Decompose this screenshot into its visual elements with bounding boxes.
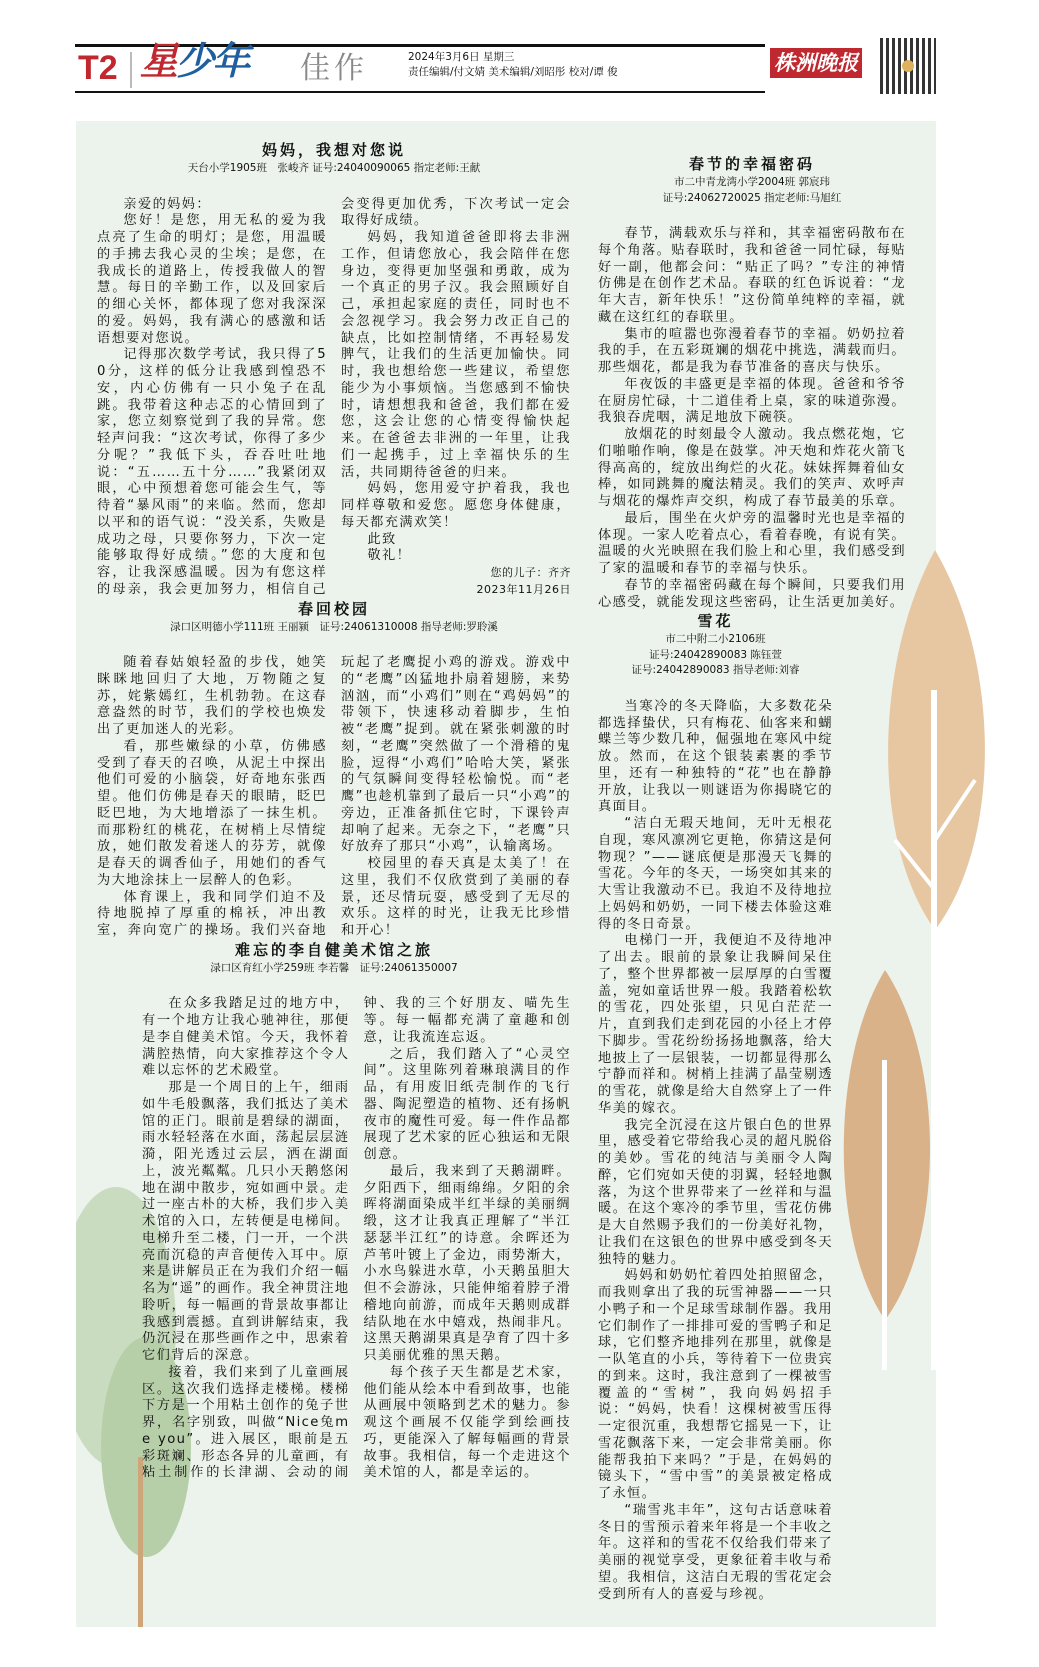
paragraph: 最后，围坐在火炉旁的温馨时光也是幸福的体现。一家人吃着点心，看着春晚，有说有笑。温暖的火光映照在我们脸上和心里，我们感受到了家的温暖和春节的幸福与快乐。 [598,510,906,576]
paragraph: 我完全沉浸在这片银白色的世界里，感受着它带给我心灵的超凡脱俗的美妙。雪花的纯洁与美丽令人陶醉，它们宛如天使的羽翼，轻轻地飘落，为这个世界带来了一丝祥和与温暖。在这个寒冷的季节里，雪花仿佛是大自然赐予我们的一份美好礼物，让我们在这银色的世界中感受到冬天独特的魅力。 [598,1117,833,1267]
paragraph: “洁白无瑕天地间，无叶无根花自现，寒风凛冽它更艳，你猜这是何物现？”——谜底便是那漫天飞舞的雪花。今年的冬天，一场突如其来的大雪让我激动不已。我迫不及待地拉上妈妈和奶奶，一同下楼去体验这难得的冬日奇景。 [598,816,833,932]
article-snow [598,611,906,1603]
article-byline [598,632,833,679]
byline-line: 渌口区明德小学111班 王丽颍 证号:24061310008 指导老师:罗聆溪 [170,620,498,633]
paragraph: 此致 [367,531,397,547]
article-campus [97,599,571,940]
article-title: 春回校园 [297,599,370,618]
paragraph: 接着，我们来到了儿童画展区。这次我们选择走楼梯。楼梯下方是一个用粘土创作的兔子世界，名字别致，叫做“Nice兔me you”。进入展区，眼前是五彩斑斓、形态各异的儿童画，有粘土制作的长津湖、会动的闹钟、我的三个好朋友、喵先生等。每一幅都充满了童趣和创意，让我流连忘返。 [142,996,571,1481]
issue-meta [408,50,618,80]
byline-line: 市二中青龙湾小学2004班 郭宸玮 [673,176,831,188]
article-title: 难忘的李自健美术馆之旅 [234,940,433,959]
paragraph: 妈妈和奶奶忙着四处拍照留念，而我则拿出了我的玩雪神器——一只小鸭子和一个足球雪球制作器。我用它们制作了一排排可爱的雪鸭子和足球，它们整齐地排列在那里，就像是一队笔直的小兵，等待着下一位贵宾的到来。这时，我注意到了一棵被雪覆盖的“雪树”，我向妈妈招手说：“妈妈，快看！这棵树被雪压得一定很沉重，我想帮它摇晃一下，让雪花飘落下来，一定会非常美丽。你能帮我拍下来吗？”于是，在妈妈的镜头下，“雪中雪”的美景被定格成了永恒。 [598,1268,833,1501]
issue-date: 2024年3月6日 星期三 [408,51,515,63]
divider [130,52,132,88]
paragraph: 电梯门一开，我便迫不及待地冲了出去。眼前的景象让我瞬间呆住了，整个世界都被一层厚厚的白雪覆盖，宛如童话世界一般。我踏着松软的雪花，四处张望，只见白茫茫一片，直到我们走到花园的小径上才停下脚步。雪花纷纷扬扬地飘落，给大地披上了一层银装，一切都显得那么宁静而祥和。树梢上挂满了晶莹剔透的雪花，就像是给大自然穿上了一件华美的嫁衣。 [598,933,833,1116]
paragraph: 每个孩子天生都是艺术家，他们能从绘本中看到故事，也能从画展中领略到艺术的魅力。参观这个画展不仅能学到绘画技巧，更能深入了解每幅画的背景故事。我相信，每一个走进这个美术馆的人，都是幸运的。 [363,1364,571,1481]
paragraph: 亲爱的妈妈： [123,196,211,212]
page-header [0,0,1039,121]
signature-line: 您的儿子：齐齐 [490,566,571,579]
section-title: 佳作 [300,51,368,86]
article-title: 春节的幸福密码 [688,155,815,173]
byline-line: 天台小学1905班 张峻齐 证号:24040090065 指定老师:王献 [187,162,481,174]
paragraph: 记得那次数学考试，我只得了50分，这样的低分让我感到惶恐不安，内心仿佛有一只小兔子在乱跳。我带着这种忐忑的心情回到了家，您立刻察觉到了我的异常。您轻声问我：“这次考试，你得了多少分呢？”我低下头，吞吞吐吐地说：“五……五十分……”我紧闭双眼，心中预想着您可能会生气，等待着“暴风雨”的来临。然而，您却以平和的语气说：“没关系，失败是成功之母，只要你努力，下次一定能够取得好成绩。”您的大度和包容，让我深感温暖。因为有您这样的母亲，我会更加努力，相信自己会变得更加优秀，下次考试一定会取得好成绩。 [97,196,571,597]
article-byline [598,175,906,206]
paragraph: 集市的喧嚣也弥漫着春节的幸福。奶奶拉着我的手，在五彩斑斓的烟花中挑选，满载而归。那些烟花，都是我为春节准备的喜庆与快乐。 [598,326,906,375]
paragraph: 春节的幸福密码藏在每个瞬间，只要我们用心感受，就能发现这些密码，让生活更加美好。 [598,577,906,610]
paragraph: 当寒冷的冬天降临，大多数花朵都选择蛰伏，只有梅花、仙客来和蝴蝶兰等少数几种，倔强地在寒风中绽放。然而，在这个银装素裹的季节里，还有一种独特的“花”也在静静开放，让我以一则谜语为你揭晓它的真面目。 [598,698,833,815]
signature-line: 2023年11月26日 [476,582,571,596]
paragraph: 那是一个周日的上午，细雨如牛毛般飘落，我们抵达了美术馆的正门。眼前是碧绿的湖面，雨水轻轻落在水面，荡起层层涟漪，阳光透过云层，洒在湖面上，波光粼粼。几只小天鹅悠闲地在湖中散步，宛如画中景。走过一座古朴的大桥，我们步入美术馆的入口，左转便是电梯间。电梯升至二楼，门一开，一个洪亮而沉稳的声音便传入耳中。原来是讲解员正在为我们介绍一幅名为“遥”的画作。我全神贯注地聆听，每一幅画的背景故事都让我感到震撼。直到讲解结束，我仍沉浸在那些画作之中，思索着它们背后的深意。 [142,1080,350,1363]
newspaper-logo: 株洲晚报 [770,48,862,78]
paragraph: 妈妈，您用爱守护着我，我也同样尊敬和爱您。愿您身体健康，每天都充满欢笑！ [341,481,571,530]
article-letter [97,140,571,599]
byline-line: 证号:24042890083 指导老师:刘睿 [631,664,800,677]
paragraph: 放烟花的时刻最令人激动。我点燃花炮，它们啪啪作响，像是在鼓掌。冲天炮和炸花火箭飞得高高的，绽放出绚烂的火花。妹妹挥舞着仙女棒，如同跳舞的魔法精灵。我们的笑声、欢呼声与烟花的爆炸声交织，构成了春节最美的乐章。 [598,427,906,509]
article-byline [97,961,571,977]
paragraph: 妈妈，我知道爸爸即将去非洲工作，但请您放心，我会陪伴在您身边，变得更加坚强和勇敢，成为一个真正的男子汉。我会照顾好自己，承担起家庭的责任，同时也不会忽视学习。我会努力改正自己的缺点，比如控制情绪，不再轻易发脾气，让我们的生活更加愉快。同时，我也想给您一些建议，希望您能少为小事烦恼。当您感到不愉快时，请想想我和爸爸，我们都在爱您，这会让您的心情变得愉快起来。在爸爸去非洲的一年里，让我们一起携手，过上幸福快乐的生活，共同期待爸爸的归来。 [341,230,571,480]
article-title: 妈妈，我想对您说 [261,141,406,159]
page-number: T2 [78,49,118,87]
paragraph: 敬礼！ [367,548,412,564]
article-byline [97,620,571,636]
article-museum [97,940,571,1482]
editors-credit: 责任编辑/付文婧 美术编辑/刘昭彤 校对/谭 俊 [408,66,618,78]
brand-part-a: 星 [140,39,177,83]
paragraph: 在众多我踏足过的地方中，有一个地方让我心驰神往，那便是李自健美术馆。今天，我怀着满腔热情，向大家推荐这个令人难以忘怀的艺术殿堂。 [142,996,350,1079]
paragraph: 春节，满载欢乐与祥和，其幸福密码散布在每个角落。贴春联时，我和爸爸一同忙碌，每贴好一副，他都会问：“贴正了吗？”专注的神情仿佛是在创作艺术品。春联的红色诉说着：“龙年大吉，新年快乐！”这份简单纯粹的幸福，就藏在这红红的春联里。 [598,226,906,325]
paragraph: 之后，我们踏入了“心灵空间”。这里陈列着琳琅满目的作品，有用废旧纸壳制作的飞行器、陶泥塑造的植物、还有扬帆夜市的魔性可爱。每一件作品都展现了艺术家的匠心独运和无限创意。 [363,1046,571,1162]
article-title: 雪花 [697,612,734,631]
byline-line: 证号:24042890083 陈钰萱 [649,648,782,661]
brand-part-b: 少年 [176,39,249,83]
paragraph: 体育课上，我和同学们迫不及待地脱掉了厚重的棉袄，冲出教室，奔向宽广的操场。我们兴奋地玩起了老鹰捉小鸡的游戏。游戏中的“老鹰”凶猛地扑扇着翅膀，来势汹汹，而“小鸡们”则在“鸡妈妈”的带领下，快速移动着脚步，生怕被“老鹰”捉到。就在紧张刺激的时刻，“老鹰”突然做了一个滑稽的鬼脸，逗得“小鸡们”哈哈大笑，紧张的气氛瞬间变得轻松愉悦。而“老鹰”也趁机靠到了最后一只“小鸡”的旁边，正准备抓住它时，下课铃声却响了起来。无奈之下，“老鹰”只好放弃了那只“小鸡”，认输离场。 [97,655,571,938]
article-body-museum [142,996,571,1482]
article-byline [97,161,571,177]
paragraph: 年夜饭的丰盛更是幸福的体现。爸爸和爷爷在厨房忙碌，十二道佳肴上桌，家的味道弥漫。我狼吞虎咽，满足地放下碗筷。 [598,376,906,426]
paragraph: 看，那些嫩绿的小草，仿佛感受到了春天的召唤，从泥土中探出他们可爱的小脑袋，好奇地东张西望。他们仿佛是春天的眼睛，眨巴眨巴地，为大地增添了一抹生机。而那粉红的桃花，在树梢上尽情绽放，她们散发着迷人的芬芳，就像是春天的调香仙子，用她们的香气为大地涂抹上一层醉人的色彩。 [97,738,327,888]
article-body-campus [97,655,571,940]
paragraph: 随着春姑娘轻盈的步伐，她笑眯眯地回归了大地，万物随之复苏，姹紫嫣红，生机勃勃。在这春意盎然的时节，我们的学校也焕发出了更加迷人的光彩。 [97,655,327,737]
header-rule-bottom [75,91,765,93]
byline-line: 渌口区育红小学259班 李若馨 证号:24061350007 [210,961,458,974]
content-panel [76,121,936,1627]
left-column [97,140,571,1603]
qr-code-icon [880,38,936,94]
paragraph: 校园里的春天真是太美了！在这里，我们不仅欣赏到了美丽的春景，还尽情玩耍，感受到了无尽的欢乐。这样的时光，让我无比珍惜和开心！ [341,856,571,938]
paragraph: 最后，我来到了天鹅湖畔。夕阳西下，细雨绵绵。夕阳的余晖将湖面染成半红半绿的美丽绸缎，这才让我真正理解了“半江瑟瑟半江红”的诗意。余晖还为芦苇叶镀上了金边，雨势渐大，小水鸟躲进水草，小天鹅虽胆大但不会游泳，只能伸缩着脖子滑稽地向前游，而成年天鹅则成群结队地在水中嬉戏，热闹非凡。这黑天鹅湖果真是孕育了四十多只美丽优雅的黑天鹅。 [363,1163,571,1363]
article-body-spring-festival [598,226,906,611]
article-body-snow [598,699,833,1604]
byline-line: 证号:24062720025 指定老师:马旭红 [662,191,842,204]
paragraph: “瑞雪兆丰年”，这句古话意味着冬日的雪预示着来年将是一个丰收之年。这祥和的雪花不仅给我们带来了美丽的视觉享受，更象征着丰收与希望。我相信，这洁白无瑕的雪花定会受到所有人的喜爱与珍视。 [598,1502,833,1602]
right-column [598,140,906,1603]
byline-line: 市二中附二小2106班 [665,633,766,646]
article-spring-festival [598,154,906,611]
brand-logo [140,38,248,84]
article-body-letter [97,197,571,599]
paragraph: 您好！是您，用无私的爱为我点亮了生命的明灯；是您，用温暖的手拂去我心灵的尘埃；是您，在我成长的道路上，传授我做人的智慧。每日的辛勤工作，以及回家后的细心关怀，都体现了您对我深深的爱。妈妈，我有满心的感激和话语想要对您说。 [97,213,327,346]
